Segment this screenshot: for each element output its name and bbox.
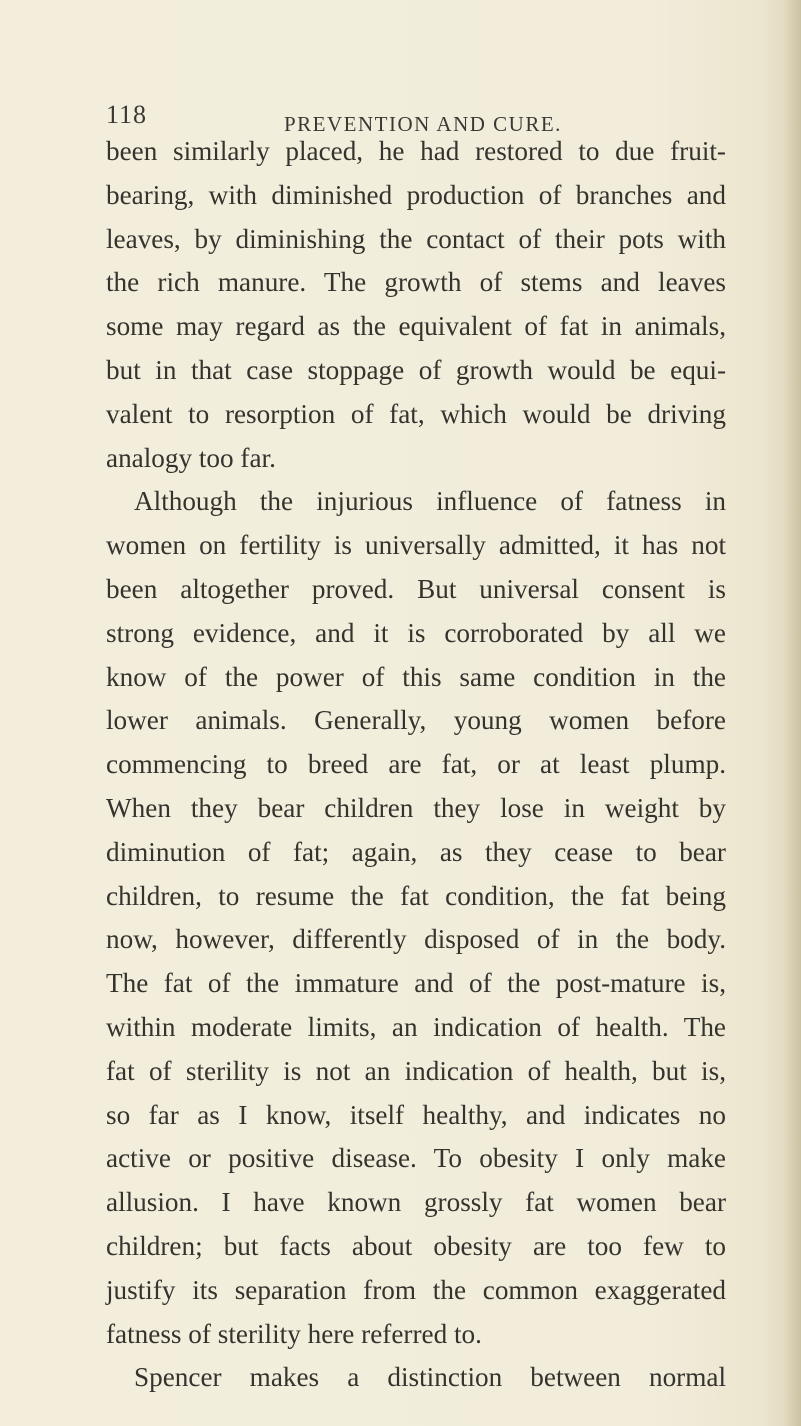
text-line: women on fertility is universally admitted, it has not <box>106 530 726 561</box>
text-line: Spencer makes a distinction between normal <box>134 1362 726 1393</box>
text-line: justify its separation from the common exaggerated <box>106 1274 726 1305</box>
text-line: know of the power of this same condition in the <box>106 661 726 692</box>
text-line: within moderate limits, an indication of health. The <box>106 1011 726 1042</box>
text-line: been altogether proved. But universal consent is <box>106 573 726 604</box>
text-line: fat of sterility is not an indication of health, but is, <box>106 1055 726 1086</box>
text-line: analogy too far. <box>106 442 276 473</box>
page-edge-shadow <box>783 0 801 1426</box>
text-line: active or positive disease. To obesity I only make <box>106 1143 726 1174</box>
text-line: Although the injurious influence of fatness in <box>134 486 726 517</box>
text-line: so far as I know, itself healthy, and indicates no <box>106 1099 726 1130</box>
text-line: allusion. I have known grossly fat women bear <box>106 1187 726 1218</box>
text-line: the rich manure. The growth of stems and leaves <box>106 267 726 298</box>
text-line: bearing, with diminished production of branches and <box>106 179 726 210</box>
text-line: some may regard as the equivalent of fat in animals, <box>106 311 726 342</box>
body-text <box>106 130 726 1400</box>
text-line: but in that case stoppage of growth would be equi- <box>106 354 726 385</box>
text-line: valent to resorption of fat, which would be driving <box>106 398 726 429</box>
text-line: diminution of fat; again, as they cease to bear <box>106 836 726 867</box>
text-line: fatness of sterility here referred to. <box>106 1318 482 1349</box>
text-line: children, to resume the fat condition, the fat being <box>106 880 726 911</box>
text-line: now, however, differently disposed of in the body. <box>106 924 726 955</box>
text-line: The fat of the immature and of the post-mature is, <box>106 968 726 999</box>
text-line: strong evidence, and it is corroborated by all we <box>106 617 726 648</box>
text-line: children; but facts about obesity are too few to <box>106 1230 726 1261</box>
running-head: PREVENTION AND CURE. <box>284 112 562 136</box>
text-line: leaves, by diminishing the contact of their pots with <box>106 223 726 254</box>
text-line: When they bear children they lose in weight by <box>106 792 726 823</box>
text-line: lower animals. Generally, young women before <box>106 705 726 736</box>
page-number: 118 <box>106 100 148 129</box>
text-line: commencing to breed are fat, or at least plump. <box>106 749 726 780</box>
text-line: been similarly placed, he had restored to due fruit- <box>106 136 726 166</box>
